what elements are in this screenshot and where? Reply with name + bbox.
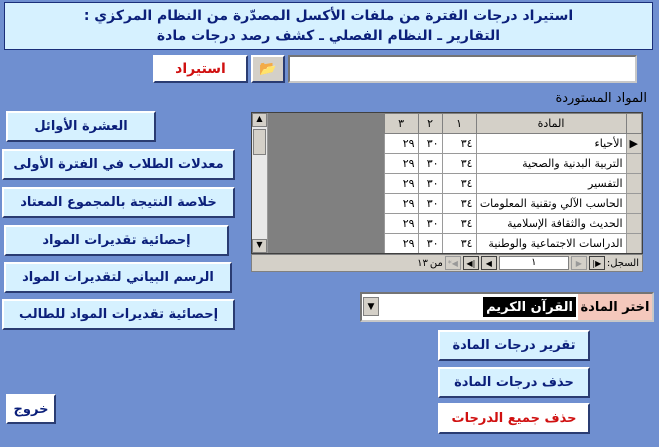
grade-cell[interactable]: ٣٠	[418, 174, 442, 194]
record-navigator	[251, 254, 643, 272]
table-row[interactable]	[384, 154, 641, 174]
total-records: ١٣	[417, 257, 428, 269]
grade-cell[interactable]: ٢٩	[384, 134, 418, 154]
last-record-icon[interactable]: |◀	[463, 256, 479, 270]
instructions-line-2: التقارير ـ النظام الفصلي ـ كشف رصد درجات مادة	[156, 28, 501, 44]
delete-all-grades-button[interactable]: حذف جميع الدرجات	[438, 403, 590, 434]
grade-cell[interactable]: ٣٤	[442, 194, 476, 214]
grade-cell[interactable]: ٣٠	[418, 154, 442, 174]
current-record-input[interactable]: ١	[499, 256, 569, 270]
previous-record-icon[interactable]: ▶	[571, 256, 587, 270]
row-selector[interactable]	[626, 234, 641, 254]
grade-cell[interactable]: ٣٤	[442, 234, 476, 254]
browse-folder-button[interactable]	[251, 55, 285, 83]
table-row[interactable]	[384, 234, 641, 254]
scroll-up-icon[interactable]: ▲	[252, 113, 267, 127]
subject-cell[interactable]: التربية البدنية والصحية	[476, 154, 626, 174]
scroll-down-icon[interactable]: ▼	[252, 239, 267, 253]
result-summary-button[interactable]: خلاصة النتيجة بالمجموع المعتاد	[2, 187, 235, 218]
subject-cell[interactable]: الأحياء	[476, 134, 626, 154]
record-label: السجل:	[606, 257, 639, 269]
column-header-2: ٢	[418, 114, 442, 134]
row-selector[interactable]	[626, 194, 641, 214]
table-row[interactable]	[384, 174, 641, 194]
grade-cell[interactable]: ٣٠	[418, 214, 442, 234]
column-header-1: ١	[442, 114, 476, 134]
new-record-icon[interactable]: ◀*	[445, 256, 461, 270]
table-row[interactable]	[384, 214, 641, 234]
file-path-field[interactable]	[288, 55, 637, 83]
subject-grades-stats-button[interactable]: إحصائية تقديرات المواد	[4, 225, 229, 256]
subjects-table	[384, 113, 642, 254]
grade-cell[interactable]: ٣٠	[418, 194, 442, 214]
subject-cell[interactable]: التفسير	[476, 174, 626, 194]
grid-vertical-scrollbar[interactable]	[252, 113, 268, 253]
grade-cell[interactable]: ٢٩	[384, 174, 418, 194]
subject-cell[interactable]: الحاسب الآلي وتقنية المعلومات	[476, 194, 626, 214]
grade-cell[interactable]: ٣٠	[418, 134, 442, 154]
grade-cell[interactable]: ٣٠	[418, 234, 442, 254]
subjects-grid[interactable]	[251, 112, 643, 254]
first-record-icon[interactable]: ▶|	[589, 256, 605, 270]
scroll-thumb[interactable]	[253, 129, 266, 155]
subject-select[interactable]	[360, 292, 654, 322]
instructions-header	[4, 2, 653, 50]
grade-cell[interactable]: ٣٤	[442, 134, 476, 154]
grade-cell[interactable]: ٢٩	[384, 194, 418, 214]
current-row-marker: ▶	[626, 134, 641, 154]
grade-cell[interactable]: ٣٤	[442, 154, 476, 174]
import-button[interactable]: استيراد	[153, 55, 248, 83]
grade-cell[interactable]: ٢٩	[384, 214, 418, 234]
grade-cell[interactable]: ٢٩	[384, 234, 418, 254]
row-selector[interactable]	[626, 174, 641, 194]
subject-select-label: اختر المادة	[578, 294, 652, 320]
imported-subjects-label: المواد المستوردة	[555, 91, 647, 106]
subject-select-value[interactable]: القرآن الكريم	[483, 297, 576, 317]
instructions-line-1: استيراد درجات الفترة من ملفات الأكسل المصدّرة من النظام المركزي :	[83, 8, 574, 24]
next-record-icon[interactable]: ◀	[481, 256, 497, 270]
subject-cell[interactable]: الحديث والثقافة الإسلامية	[476, 214, 626, 234]
grade-cell[interactable]: ٣٤	[442, 214, 476, 234]
grade-cell[interactable]: ٣٤	[442, 174, 476, 194]
folder-icon: 📂	[259, 61, 277, 77]
subject-grades-report-button[interactable]: تقرير درجات المادة	[438, 330, 590, 361]
delete-subject-grades-button[interactable]: حذف درجات المادة	[438, 367, 590, 398]
of-label: من	[429, 257, 443, 269]
period-averages-button[interactable]: معدلات الطلاب في الفترة الأولى	[2, 149, 235, 180]
exit-button[interactable]: خروج	[6, 394, 56, 424]
top-ten-button[interactable]: العشرة الأوائل	[6, 111, 156, 142]
column-header-3: ٣	[384, 114, 418, 134]
table-header-row	[384, 114, 641, 134]
grade-cell[interactable]: ٢٩	[384, 154, 418, 174]
row-selector-header	[626, 114, 641, 134]
column-header-subject: المادة	[476, 114, 626, 134]
row-selector[interactable]	[626, 154, 641, 174]
grades-chart-button[interactable]: الرسم البياني لتقديرات المواد	[4, 262, 232, 293]
subject-cell[interactable]: الدراسات الاجتماعية والوطنية	[476, 234, 626, 254]
table-row[interactable]	[384, 194, 641, 214]
student-grades-stats-button[interactable]: إحصائية تقديرات المواد للطالب	[2, 299, 235, 330]
table-row[interactable]	[384, 134, 641, 154]
chevron-down-icon[interactable]: ▼	[363, 297, 379, 316]
row-selector[interactable]	[626, 214, 641, 234]
